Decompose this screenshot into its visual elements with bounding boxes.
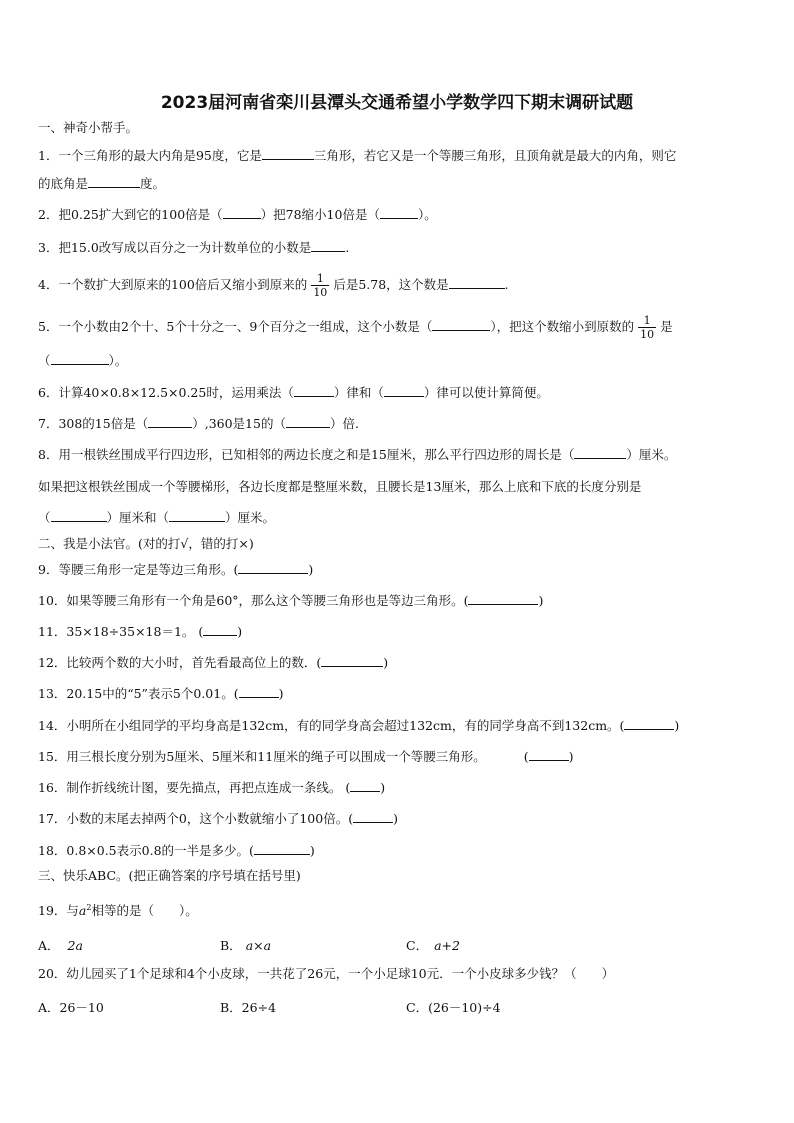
option-20-b[interactable]: B．26÷4 <box>220 1000 277 1015</box>
answer-blank[interactable] <box>384 385 424 397</box>
answer-blank[interactable] <box>449 277 505 289</box>
section-3-heading: 三、快乐ABC。(把正确答案的序号填在括号里) <box>38 868 301 883</box>
option-19-b[interactable]: B． a×a <box>220 938 272 953</box>
question-19: 19．与$a^2$相等的是（ ）。 <box>38 903 198 919</box>
question-15: 15．用三根长度分别为5厘米、5厘米和11厘米的绳子可以围成一个等腰三角形。 ( ) <box>38 749 574 764</box>
question-18: 18．0.8×0.5表示0.8的一半是多少。( ) <box>38 843 315 858</box>
answer-blank[interactable] <box>294 385 334 397</box>
answer-blank[interactable] <box>254 843 310 855</box>
answer-blank[interactable] <box>380 207 418 219</box>
fraction-one-tenth: $\frac{1}{10}$ <box>313 272 328 299</box>
question-7: 7．308的15倍是（ ）,360是15的（ ）倍. <box>38 416 359 431</box>
answer-blank[interactable] <box>286 416 330 428</box>
page-title: 2023届河南省栾川县潭头交通希望小学数学四下期末调研试题 <box>160 93 634 113</box>
section-1-heading: 一、神奇小帮手。 <box>38 120 139 135</box>
question-2: 2．把0.25扩大到它的100倍是（ ）把78缩小10倍是（ ）。 <box>38 207 437 222</box>
answer-blank[interactable] <box>51 510 107 522</box>
question-8-cont2: （ ）厘米和（ ）厘米。 <box>38 510 276 525</box>
answer-blank[interactable] <box>468 593 538 605</box>
answer-blank[interactable] <box>51 353 109 365</box>
answer-blank[interactable] <box>574 447 626 459</box>
answer-blank[interactable] <box>203 624 237 636</box>
answer-blank[interactable] <box>350 780 380 792</box>
answer-blank[interactable] <box>239 686 279 698</box>
question-8-cont: 如果把这根铁丝围成一个等腰梯形，各边长度都是整厘米数，且腰长是13厘米，那么上底和下底的长度分别是 <box>38 479 642 494</box>
question-3: 3．把15.0改写成以百分之一为计数单位的小数是 . <box>38 240 350 255</box>
answer-blank[interactable] <box>88 176 140 188</box>
fraction-one-tenth: $\frac{1}{10}$ <box>640 314 655 341</box>
answer-blank[interactable] <box>148 416 192 428</box>
question-5: 5．一个小数由2个十、5个十分之一、9个百分之一组成，这个小数是（ ），把这个数缩小到原数的 $\frac{1}{10}$ 是 <box>38 314 673 341</box>
question-6: 6．计算40×0.8×12.5×0.25时，运用乘法（ ）律和（ ）律可以使计算简便。 <box>38 385 549 400</box>
question-1: 1．一个三角形的最大内角是95度，它是 三角形，若它又是一个等腰三角形，且顶角就是最大的内角，则它 <box>38 148 677 163</box>
question-9: 9．等腰三角形一定是等边三角形。( ) <box>38 562 314 577</box>
option-20-a[interactable]: A．26－10 <box>38 1000 104 1015</box>
question-13: 13．20.15中的“5”表示5个0.01。( ) <box>38 686 284 701</box>
question-16: 16．制作折线统计图，要先描点，再把点连成一条线。 ( ) <box>38 780 386 795</box>
question-17: 17．小数的末尾去掉两个0，这个小数就缩小了100倍。( ) <box>38 811 398 826</box>
answer-blank[interactable] <box>529 749 569 761</box>
question-12: 12．比较两个数的大小时，首先看最高位上的数．( ) <box>38 655 389 670</box>
answer-blank[interactable] <box>311 240 345 252</box>
option-19-c[interactable]: C． a+2 <box>406 938 460 953</box>
question-11: 11．35×18÷35×18＝1。 ( ) <box>38 624 243 639</box>
option-19-a[interactable]: A． 2a <box>38 938 83 953</box>
question-4: 4．一个数扩大到原来的100倍后又缩小到原来的 $\frac{1}{10}$ 后是5.78，这个数是 . <box>38 272 509 299</box>
question-14: 14．小明所在小组同学的平均身高是132cm，有的同学身高会超过132cm，有的同学身高不到132cm。( ) <box>38 718 680 733</box>
answer-blank[interactable] <box>169 510 225 522</box>
answer-blank[interactable] <box>432 319 490 331</box>
option-20-c[interactable]: C．(26－10)÷4 <box>406 1000 501 1015</box>
question-1-cont: 的底角是 度。 <box>38 176 166 191</box>
section-2-heading: 二、我是小法官。(对的打√，错的打×) <box>38 536 254 551</box>
question-20: 20．幼儿园买了1个足球和4个小皮球，一共花了26元，一个小足球10元．一个小皮球多少钱？（ ） <box>38 966 615 981</box>
answer-blank[interactable] <box>262 148 314 160</box>
answer-blank[interactable] <box>624 718 674 730</box>
answer-blank[interactable] <box>353 811 393 823</box>
answer-blank[interactable] <box>238 562 308 574</box>
answer-blank[interactable] <box>321 655 383 667</box>
question-8: 8．用一根铁丝围成平行四边形，已知相邻的两边长度之和是15厘米，那么平行四边形的周长是（ ）厘米。 <box>38 447 677 462</box>
answer-blank[interactable] <box>223 207 261 219</box>
question-5-cont: （ ）。 <box>38 353 128 368</box>
question-10: 10．如果等腰三角形有一个角是60°，那么这个等腰三角形也是等边三角形。( ) <box>38 593 544 608</box>
